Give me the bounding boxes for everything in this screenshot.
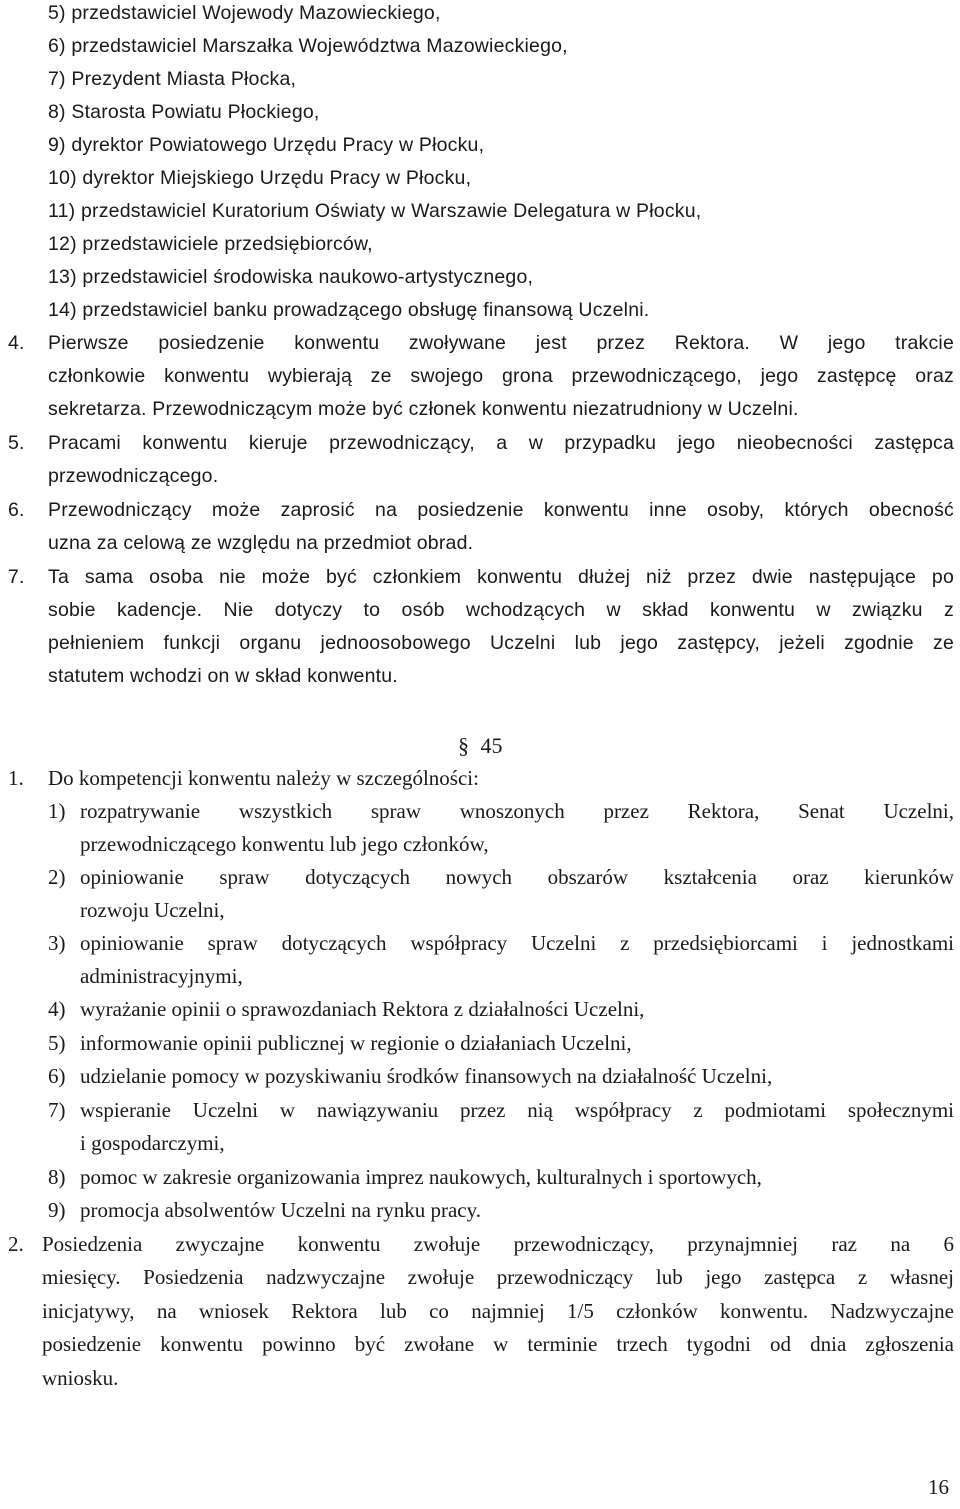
list-item: 13) przedstawiciel środowiska naukowo-artystycznego, bbox=[48, 266, 534, 288]
paragraph-line: posiedzenie konwentu powinno być zwołane w terminie trzech tygodni od dnia zgłoszenia bbox=[42, 1332, 954, 1356]
list-item: opiniowanie spraw dotyczących nowych obszarów kształcenia oraz kierunków bbox=[80, 865, 954, 889]
list-item: informowanie opinii publicznej w regionie o działaniach Uczelni, bbox=[80, 1031, 632, 1055]
list-item-number: 7) bbox=[48, 1098, 66, 1122]
paragraph-line: przewodniczącego. bbox=[48, 465, 219, 487]
paragraph-line: Posiedzenia zwyczajne konwentu zwołuje przewodniczący, przynajmniej raz na 6 bbox=[42, 1232, 954, 1256]
list-item: 9) dyrektor Powiatowego Urzędu Pracy w Płocku, bbox=[48, 134, 485, 156]
page-number: 16 bbox=[928, 1475, 949, 1499]
list-item: rozwoju Uczelni, bbox=[80, 898, 225, 922]
list-item: 14) przedstawiciel banku prowadzącego obsługę finansową Uczelni. bbox=[48, 299, 650, 321]
list-item: administracyjnymi, bbox=[80, 964, 243, 988]
paragraph-line: Ta sama osoba nie może być członkiem konwentu dłużej niż przez dwie następujące po bbox=[48, 566, 954, 588]
list-item: wyrażanie opinii o sprawozdaniach Rektora z działalności Uczelni, bbox=[80, 997, 645, 1021]
paragraph-line: uzna za celową ze względu na przedmiot obrad. bbox=[48, 532, 474, 554]
paragraph-number: 6. bbox=[8, 499, 25, 521]
paragraph-number: 7. bbox=[8, 566, 25, 588]
paragraph-line: członkowie konwentu wybierają ze swojego grona przewodniczącego, jego zastępcę oraz bbox=[48, 365, 954, 387]
section-sign: § bbox=[458, 733, 469, 758]
paragraph-line: pełnieniem funkcji organu jednoosobowego Uczelni lub jego zastępcy, jeżeli zgodnie ze bbox=[48, 632, 954, 654]
paragraph-number: 5. bbox=[8, 432, 25, 454]
paragraph-line: wniosku. bbox=[42, 1366, 119, 1390]
list-item: pomoc w zakresie organizowania imprez naukowych, kulturalnych i sportowych, bbox=[80, 1165, 762, 1189]
list-item-number: 9) bbox=[48, 1198, 66, 1222]
paragraph-number: 2. bbox=[8, 1232, 24, 1256]
list-item: rozpatrywanie wszystkich spraw wnoszonych przez Rektora, Senat Uczelni, bbox=[80, 799, 954, 823]
list-item: 11) przedstawiciel Kuratorium Oświaty w Warszawie Delegatura w Płocku, bbox=[48, 200, 702, 222]
paragraph-line: Pierwsze posiedzenie konwentu zwoływane jest przez Rektora. W jego trakcie bbox=[48, 332, 954, 354]
paragraph-line: inicjatywy, na wniosek Rektora lub co najmniej 1/5 członków konwentu. Nadzwyczajne bbox=[42, 1299, 954, 1323]
list-item-number: 2) bbox=[48, 865, 66, 889]
paragraph-number: 4. bbox=[8, 332, 25, 354]
list-item: 6) przedstawiciel Marszałka Województwa Mazowieckiego, bbox=[48, 35, 568, 57]
section-heading bbox=[458, 733, 503, 759]
list-item-number: 5) bbox=[48, 1031, 66, 1055]
list-item: wspieranie Uczelni w nawiązywaniu przez nią współpracy z podmiotami społecznymi bbox=[80, 1098, 954, 1122]
list-item-number: 4) bbox=[48, 997, 66, 1021]
list-item: 7) Prezydent Miasta Płocka, bbox=[48, 68, 297, 90]
list-item: 10) dyrektor Miejskiego Urzędu Pracy w Płocku, bbox=[48, 167, 472, 189]
paragraph-number: 1. bbox=[8, 766, 24, 790]
list-item: przewodniczącego konwentu lub jego członków, bbox=[80, 832, 489, 856]
list-item: promocja absolwentów Uczelni na rynku pracy. bbox=[80, 1198, 481, 1222]
list-item-number: 3) bbox=[48, 931, 66, 955]
list-item: opiniowanie spraw dotyczących współpracy Uczelni z przedsiębiorcami i jednostkami bbox=[80, 931, 954, 955]
paragraph-line: Pracami konwentu kieruje przewodniczący, a w przypadku jego nieobecności zastępca bbox=[48, 432, 954, 454]
section-number: 45 bbox=[480, 733, 503, 758]
list-item-number: 8) bbox=[48, 1165, 66, 1189]
paragraph-line: miesięcy. Posiedzenia nadzwyczajne zwołuje przewodniczący lub jego zastępca z własnej bbox=[42, 1265, 954, 1289]
paragraph-line: statutem wchodzi on w skład konwentu. bbox=[48, 665, 398, 687]
list-item: i gospodarczymi, bbox=[80, 1131, 225, 1155]
paragraph-line: Przewodniczący może zaprosić na posiedzenie konwentu inne osoby, których obecność bbox=[48, 499, 954, 521]
list-item-number: 6) bbox=[48, 1064, 66, 1088]
list-item: 5) przedstawiciel Wojewody Mazowieckiego, bbox=[48, 2, 441, 24]
list-item: udzielanie pomocy w pozyskiwaniu środków finansowych na działalność Uczelni, bbox=[80, 1064, 773, 1088]
paragraph-line: Do kompetencji konwentu należy w szczególności: bbox=[48, 766, 479, 790]
paragraph-line: sekretarza. Przewodniczącym może być członek konwentu niezatrudniony w Uczelni. bbox=[48, 398, 799, 420]
list-item-number: 1) bbox=[48, 799, 66, 823]
list-item: 8) Starosta Powiatu Płockiego, bbox=[48, 101, 320, 123]
paragraph-line: sobie kadencje. Nie dotyczy to osób wchodzących w skład konwentu w związku z bbox=[48, 599, 954, 621]
list-item: 12) przedstawiciele przedsiębiorców, bbox=[48, 233, 373, 255]
